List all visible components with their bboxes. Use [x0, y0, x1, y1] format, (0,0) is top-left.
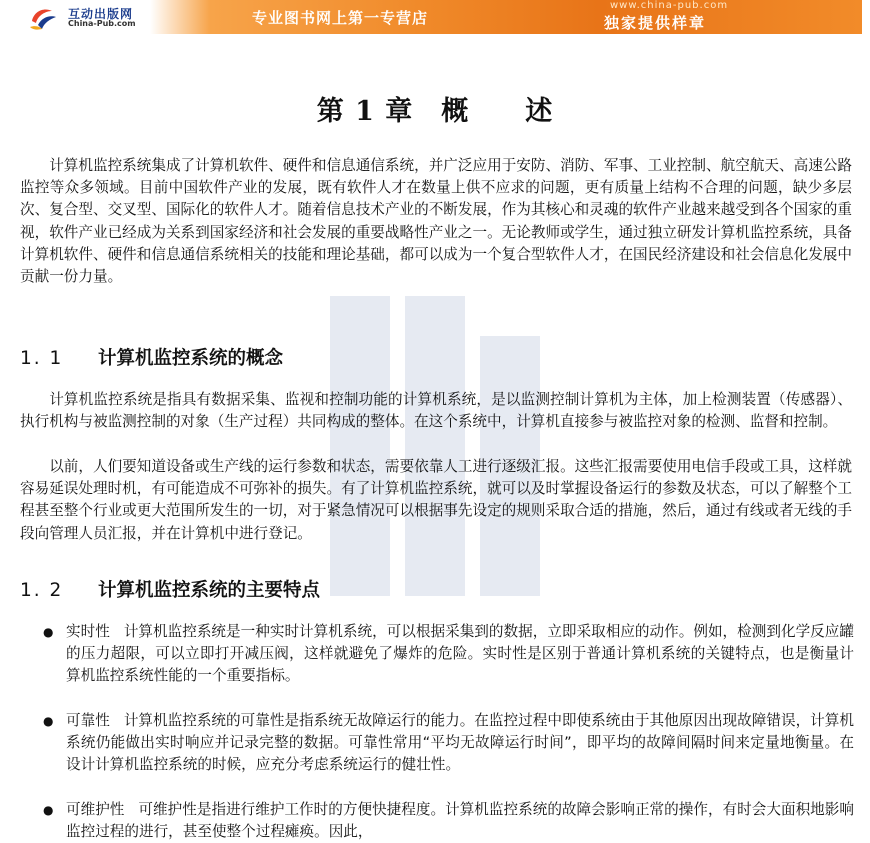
bullet-dot-icon: ●: [43, 625, 54, 639]
banner-url[interactable]: www.china-pub.com: [610, 0, 729, 11]
section-heading-1-2: [20, 576, 320, 602]
bullet-dot-icon: ●: [43, 803, 54, 817]
bullet-dot-icon: ●: [43, 714, 54, 728]
bullet-item-realtime: [43, 621, 854, 688]
bullet-item-reliability: [43, 710, 854, 777]
section1-paragraph-1: 计算机监控系统是指具有数据采集、监视和控制功能的计算机系统，是以监测控制计算机为主体，加上检测装置（传感器）、执行机构与被监测控制的对象（生产过程）共同构成的整体。在这个系统中，计算机直接参与被监控对象的检测、监督和控制。: [20, 391, 852, 431]
section-title: 计算机监控系统的概念: [98, 348, 284, 369]
bullet-text: 可维护性是指进行维护工作时的方便快捷程度。计算机监控系统的故障会影响正常的操作，有时会大面积地影响监控过程的进行，甚至使整个过程瘫痪。因此，: [66, 801, 854, 841]
bullet-item-maintainability: [43, 799, 854, 843]
banner-sample-text: 独家提供样章: [604, 14, 707, 32]
section-number: 1. 1: [20, 348, 64, 369]
logo-text-en: China-Pub.com: [68, 19, 136, 28]
bullet-term: 可维护性: [66, 801, 125, 818]
bullet-term: 实时性: [66, 623, 110, 640]
section-heading-1-1: [20, 344, 283, 370]
intro-paragraph: 计算机监控系统集成了计算机软件、硬件和信息通信系统，并广泛应用于安防、消防、军事、工业控制、航空航天、高速公路监控等众多领域。目前中国软件产业的发展，既有软件人才在数量上供不应求的问题，更有质量上结构不合理的问题，缺少多层次、复合型、交叉型、国际化的软件人才。随着信息技术产业的不断发展，作为其核心和灵魂的软件产业越来越受到各个国家的重视，软件产业已经成为关系到国家经济和社会发展的重要战略性产业之一。无论教师或学生，通过独立研发计算机监控系统，具备计算机软件、硬件和信息通信系统相关的技能和理论基础，都可以成为一个复合型软件人才，在国民经济建设和社会信息化发展中贡献一份力量。: [20, 157, 852, 286]
logo-text-cn: 互动出版网: [68, 7, 134, 21]
bullet-term: 可靠性: [66, 712, 110, 729]
china-pub-logo-icon: [28, 3, 58, 31]
banner-edge: [862, 0, 870, 34]
bullet-text: 计算机监控系统是一种实时计算机系统，可以根据采集到的数据，立即采取相应的动作。例如，检测到化学反应罐的压力超限，可以立即打开减压阀，这样就避免了爆炸的危险。实时性是区别于普通计算机系统的关键特点，也是衡量计算机监控系统性能的一个重要指标。: [66, 623, 854, 685]
top-banner: [0, 0, 870, 34]
chapter-title: 第 1 章 概 述: [316, 96, 554, 127]
section1-paragraph-2: 以前，人们要知道设备或生产线的运行参数和状态，需要依靠人工进行逐级汇报。这些汇报需要使用电信手段或工具，这样就容易延误处理时机，有可能造成不可弥补的损失。有了计算机监控系统，就可以及时掌握设备运行的参数及状态，可以了解整个工程甚至整个行业或更大范围所发生的一切，对于紧急情况可以根据事先设定的规则采取合适的措施，然后，通过有线或者无线的手段向管理人员汇报，并在计算机中进行登记。: [20, 458, 852, 542]
section-title: 计算机监控系统的主要特点: [98, 580, 321, 601]
watermark-graphic: [330, 296, 540, 596]
section-number: 1. 2: [20, 580, 64, 601]
bullet-text: 计算机监控系统的可靠性是指系统无故障运行的能力。在监控过程中即使系统由于其他原因出现故障错误，计算机系统仍能做出实时响应并记录完整的数据。可靠性常用“平均无故障运行时间”，即平均的故障间隔时间来定量地衡量。在设计计算机监控系统的时候，应充分考虑系统运行的健壮性。: [66, 712, 854, 774]
site-logo[interactable]: [28, 3, 178, 31]
banner-slogan: 专业图书网上第一专营店: [252, 9, 429, 27]
